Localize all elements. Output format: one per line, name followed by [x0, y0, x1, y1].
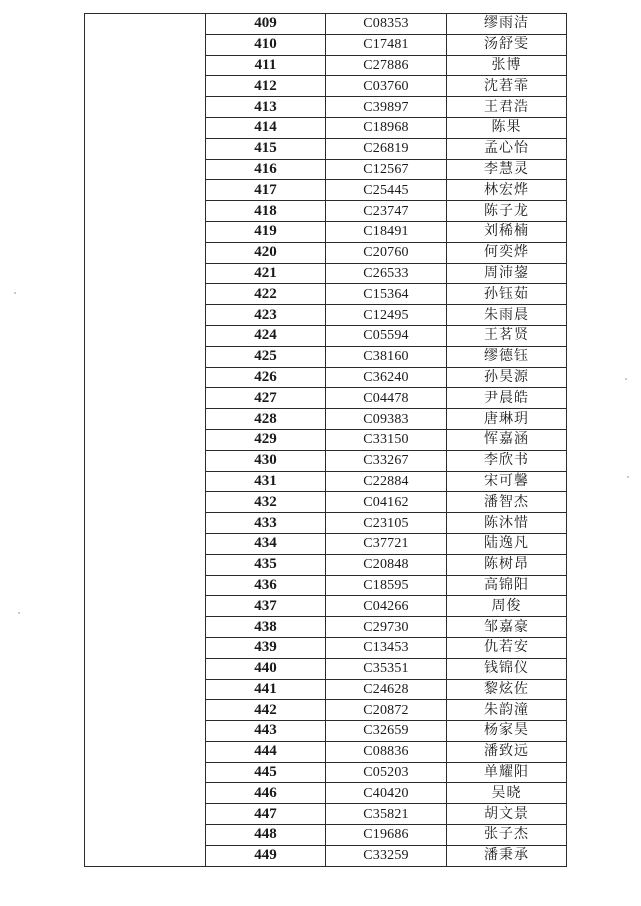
candidate-code-cell: C20760 — [326, 242, 447, 263]
student-name-cell: 陈果 — [447, 117, 567, 138]
row-number-cell: 437 — [206, 596, 326, 617]
student-name-cell: 潘智杰 — [447, 492, 567, 513]
candidate-code-cell: C18595 — [326, 575, 447, 596]
table-row — [85, 14, 567, 35]
row-number-cell: 429 — [206, 429, 326, 450]
scan-speck — [14, 292, 16, 294]
candidate-code-cell: C37721 — [326, 533, 447, 554]
student-name-cell: 孙昊源 — [447, 367, 567, 388]
candidate-code-cell: C36240 — [326, 367, 447, 388]
row-number-cell: 439 — [206, 637, 326, 658]
row-number-cell: 446 — [206, 783, 326, 804]
candidate-code-cell: C17481 — [326, 34, 447, 55]
student-name-cell: 潘致远 — [447, 741, 567, 762]
candidate-code-cell: C03760 — [326, 76, 447, 97]
student-name-cell: 尹晨皓 — [447, 388, 567, 409]
scan-speck — [18, 612, 20, 614]
student-name-cell: 黎炫佐 — [447, 679, 567, 700]
candidate-code-cell: C08836 — [326, 741, 447, 762]
student-name-cell: 单耀阳 — [447, 762, 567, 783]
student-name-cell: 朱韵潼 — [447, 700, 567, 721]
row-number-cell: 425 — [206, 346, 326, 367]
candidate-code-cell: C19686 — [326, 825, 447, 846]
student-name-cell: 孟心怡 — [447, 138, 567, 159]
student-name-cell: 王君浩 — [447, 97, 567, 118]
candidate-code-cell: C12567 — [326, 159, 447, 180]
row-number-cell: 409 — [206, 14, 326, 35]
candidate-code-cell: C05203 — [326, 762, 447, 783]
student-name-cell: 宋可馨 — [447, 471, 567, 492]
student-name-cell: 陈树昂 — [447, 554, 567, 575]
candidate-code-cell: C20872 — [326, 700, 447, 721]
candidate-code-cell: C33150 — [326, 429, 447, 450]
student-name-cell: 李慧灵 — [447, 159, 567, 180]
student-name-cell: 周沛鋆 — [447, 263, 567, 284]
row-number-cell: 415 — [206, 138, 326, 159]
row-number-cell: 448 — [206, 825, 326, 846]
roster-table-body — [85, 14, 567, 867]
candidate-code-cell: C23105 — [326, 513, 447, 534]
candidate-code-cell: C18491 — [326, 221, 447, 242]
student-name-cell: 刘稀楠 — [447, 221, 567, 242]
row-number-cell: 413 — [206, 97, 326, 118]
row-number-cell: 447 — [206, 804, 326, 825]
candidate-code-cell: C40420 — [326, 783, 447, 804]
student-name-cell: 孙钰茹 — [447, 284, 567, 305]
row-number-cell: 419 — [206, 221, 326, 242]
student-name-cell: 潘秉承 — [447, 845, 567, 866]
student-name-cell: 邹嘉豪 — [447, 617, 567, 638]
candidate-code-cell: C38160 — [326, 346, 447, 367]
student-name-cell: 高锦阳 — [447, 575, 567, 596]
row-number-cell: 436 — [206, 575, 326, 596]
candidate-code-cell: C35821 — [326, 804, 447, 825]
student-name-cell: 林宏烨 — [447, 180, 567, 201]
blank-merged-cell — [85, 14, 206, 867]
row-number-cell: 440 — [206, 658, 326, 679]
candidate-code-cell: C04478 — [326, 388, 447, 409]
candidate-code-cell: C04266 — [326, 596, 447, 617]
student-name-cell: 吴晓 — [447, 783, 567, 804]
candidate-code-cell: C25445 — [326, 180, 447, 201]
row-number-cell: 417 — [206, 180, 326, 201]
candidate-code-cell: C04162 — [326, 492, 447, 513]
row-number-cell: 423 — [206, 305, 326, 326]
row-number-cell: 441 — [206, 679, 326, 700]
student-name-cell: 杨家昊 — [447, 721, 567, 742]
candidate-code-cell: C12495 — [326, 305, 447, 326]
row-number-cell: 435 — [206, 554, 326, 575]
row-number-cell: 430 — [206, 450, 326, 471]
candidate-code-cell: C39897 — [326, 97, 447, 118]
candidate-code-cell: C29730 — [326, 617, 447, 638]
candidate-code-cell: C13453 — [326, 637, 447, 658]
student-name-cell: 仇若安 — [447, 637, 567, 658]
row-number-cell: 428 — [206, 409, 326, 430]
row-number-cell: 443 — [206, 721, 326, 742]
row-number-cell: 411 — [206, 55, 326, 76]
row-number-cell: 426 — [206, 367, 326, 388]
candidate-code-cell: C20848 — [326, 554, 447, 575]
row-number-cell: 438 — [206, 617, 326, 638]
row-number-cell: 420 — [206, 242, 326, 263]
row-number-cell: 449 — [206, 845, 326, 866]
student-name-cell: 唐琳玥 — [447, 409, 567, 430]
student-name-cell: 沈莙霏 — [447, 76, 567, 97]
candidate-code-cell: C33267 — [326, 450, 447, 471]
scan-speck — [627, 476, 629, 478]
candidate-code-cell: C22884 — [326, 471, 447, 492]
candidate-code-cell: C33259 — [326, 845, 447, 866]
student-name-cell: 李欣书 — [447, 450, 567, 471]
student-name-cell: 周俊 — [447, 596, 567, 617]
student-name-cell: 胡文景 — [447, 804, 567, 825]
candidate-code-cell: C09383 — [326, 409, 447, 430]
row-number-cell: 434 — [206, 533, 326, 554]
row-number-cell: 421 — [206, 263, 326, 284]
candidate-code-cell: C24628 — [326, 679, 447, 700]
row-number-cell: 424 — [206, 325, 326, 346]
candidate-code-cell: C08353 — [326, 14, 447, 35]
student-name-cell: 陈沐惜 — [447, 513, 567, 534]
student-name-cell: 朱雨晨 — [447, 305, 567, 326]
row-number-cell: 445 — [206, 762, 326, 783]
row-number-cell: 412 — [206, 76, 326, 97]
row-number-cell: 410 — [206, 34, 326, 55]
candidate-code-cell: C05594 — [326, 325, 447, 346]
student-name-cell: 张子杰 — [447, 825, 567, 846]
student-name-cell: 缪雨洁 — [447, 14, 567, 35]
student-name-cell: 钱锦仪 — [447, 658, 567, 679]
candidate-code-cell: C26819 — [326, 138, 447, 159]
candidate-code-cell: C26533 — [326, 263, 447, 284]
row-number-cell: 414 — [206, 117, 326, 138]
scan-speck — [625, 378, 627, 380]
roster-table — [84, 13, 567, 867]
row-number-cell: 433 — [206, 513, 326, 534]
student-name-cell: 陈子龙 — [447, 201, 567, 222]
student-name-cell: 缪德钰 — [447, 346, 567, 367]
candidate-code-cell: C35351 — [326, 658, 447, 679]
row-number-cell: 422 — [206, 284, 326, 305]
student-name-cell: 汤舒雯 — [447, 34, 567, 55]
student-name-cell: 陆逸凡 — [447, 533, 567, 554]
candidate-code-cell: C23747 — [326, 201, 447, 222]
candidate-code-cell: C32659 — [326, 721, 447, 742]
row-number-cell: 432 — [206, 492, 326, 513]
row-number-cell: 416 — [206, 159, 326, 180]
student-name-cell: 何奕烨 — [447, 242, 567, 263]
student-name-cell: 张博 — [447, 55, 567, 76]
row-number-cell: 442 — [206, 700, 326, 721]
row-number-cell: 418 — [206, 201, 326, 222]
student-name-cell: 王茗贤 — [447, 325, 567, 346]
candidate-code-cell: C18968 — [326, 117, 447, 138]
row-number-cell: 427 — [206, 388, 326, 409]
row-number-cell: 431 — [206, 471, 326, 492]
candidate-code-cell: C27886 — [326, 55, 447, 76]
row-number-cell: 444 — [206, 741, 326, 762]
candidate-code-cell: C15364 — [326, 284, 447, 305]
student-name-cell: 恽嘉涵 — [447, 429, 567, 450]
